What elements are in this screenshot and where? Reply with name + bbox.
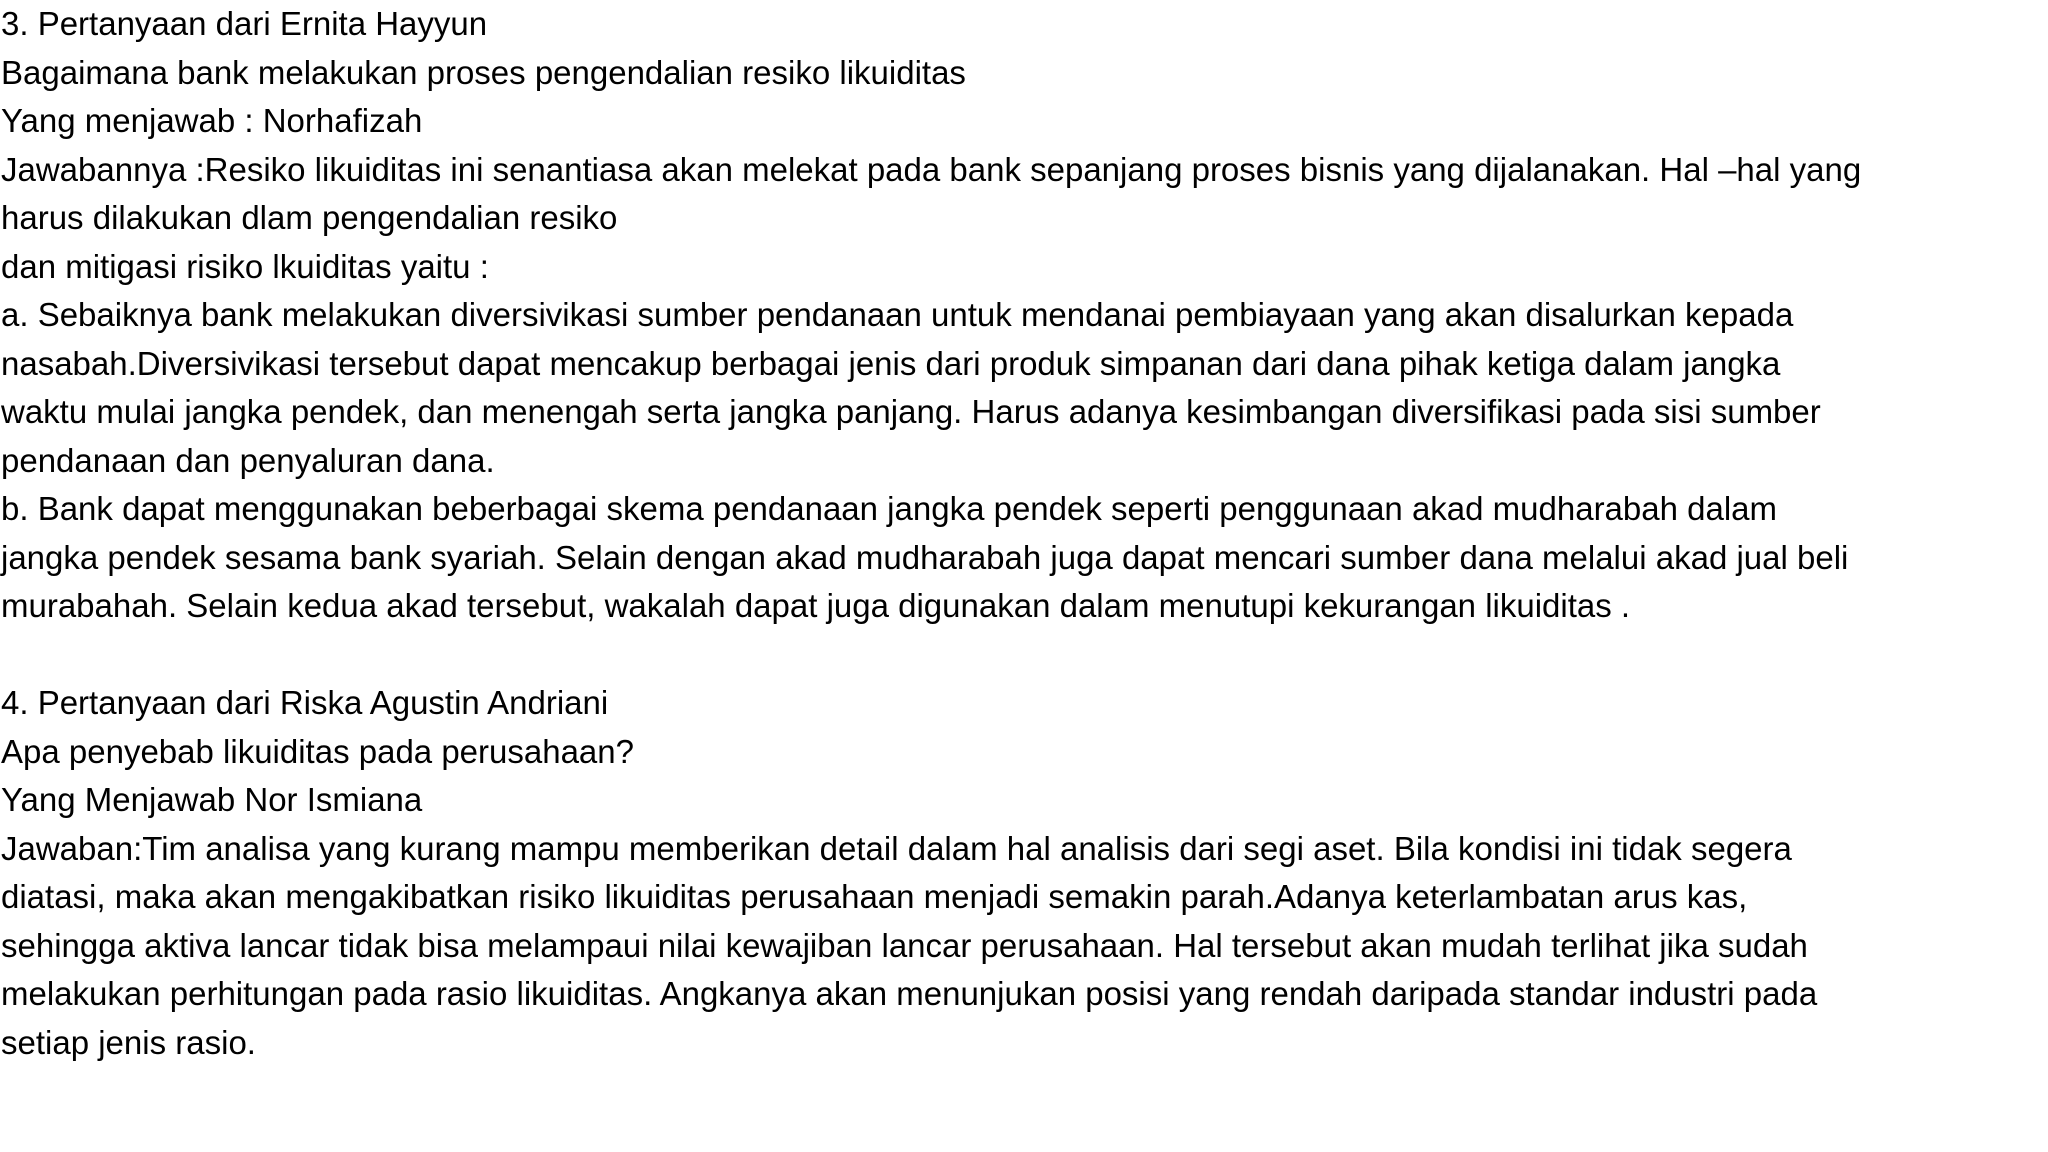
answer-line: a. Sebaiknya bank melakukan diversivikasi sumber pendanaan untuk mendanai pembiayaan yang akan disalurkan kepada [1,296,1794,333]
answer-line: harus dilakukan dlam pengendalian resiko [1,199,618,236]
answer-line: b. Bank dapat menggunakan beberbagai skema pendanaan jangka pendek seperti penggunaan akad mudharabah dalam [1,490,1778,527]
answer-line: diatasi, maka akan mengakibatkan risiko likuiditas perusahaan menjadi semakin parah.Adanya keterlambatan arus kas, [1,878,1748,915]
section-3-question: Bagaimana bank melakukan proses pengendalian resiko likuiditas [1,53,966,91]
section-3-answerer: Yang menjawab : Norhafizah [1,102,423,139]
section-4-answerer: Yang Menjawab Nor Ismiana [1,781,423,818]
answer-line: setiap jenis rasio. [1,1023,256,1061]
section-3 [1,0,2048,631]
section-4-question: Apa penyebab likuiditas pada perusahaan? [1,732,634,770]
answer-line: Jawabannya :Resiko likuiditas ini senantiasa akan melekat pada bank sepanjang proses bisnis yang dijalanakan. Hal –hal yang [1,150,1862,188]
section-4 [1,679,2048,1067]
section-divider-space [1,631,2048,680]
answer-line: jangka pendek sesama bank syariah. Selain dengan akad mudharabah juga dapat mencari sumber dana melalui akad jual beli [1,538,1849,576]
answer-line: murabahah. Selain kedua akad tersebut, wakalah dapat juga digunakan dalam menutupi kekurangan likuiditas . [1,587,1631,624]
answer-line: melakukan perhitungan pada rasio likuiditas. Angkanya akan menunjukan posisi yang rendah daripada standar industri pada [1,975,1818,1012]
answer-line: nasabah.Diversivikasi tersebut dapat mencakup berbagai jenis dari produk simpanan dari dana pihak ketiga dalam jangka [1,344,1781,382]
answer-line: pendanaan dan penyaluran dana. [1,441,495,479]
section-3-answer [1,146,2048,631]
section-4-title: 4. Pertanyaan dari Riska Agustin Andriani [1,684,609,721]
answer-line: waktu mulai jangka pendek, dan menengah serta jangka panjang. Harus adanya kesimbangan diversifikasi pada sisi sumber [1,393,1821,430]
answer-line: dan mitigasi risiko lkuiditas yaitu : [1,247,489,285]
section-4-answer [1,825,2048,1068]
section-3-title: 3. Pertanyaan dari Ernita Hayyun [1,5,488,42]
answer-line: Jawaban:Tim analisa yang kurang mampu memberikan detail dalam hal analisis dari segi aset. Bila kondisi ini tidak segera [1,829,1792,867]
answer-line: sehingga aktiva lancar tidak bisa melampaui nilai kewajiban lancar perusahaan. Hal tersebut akan mudah terlihat jika sudah [1,926,1808,964]
